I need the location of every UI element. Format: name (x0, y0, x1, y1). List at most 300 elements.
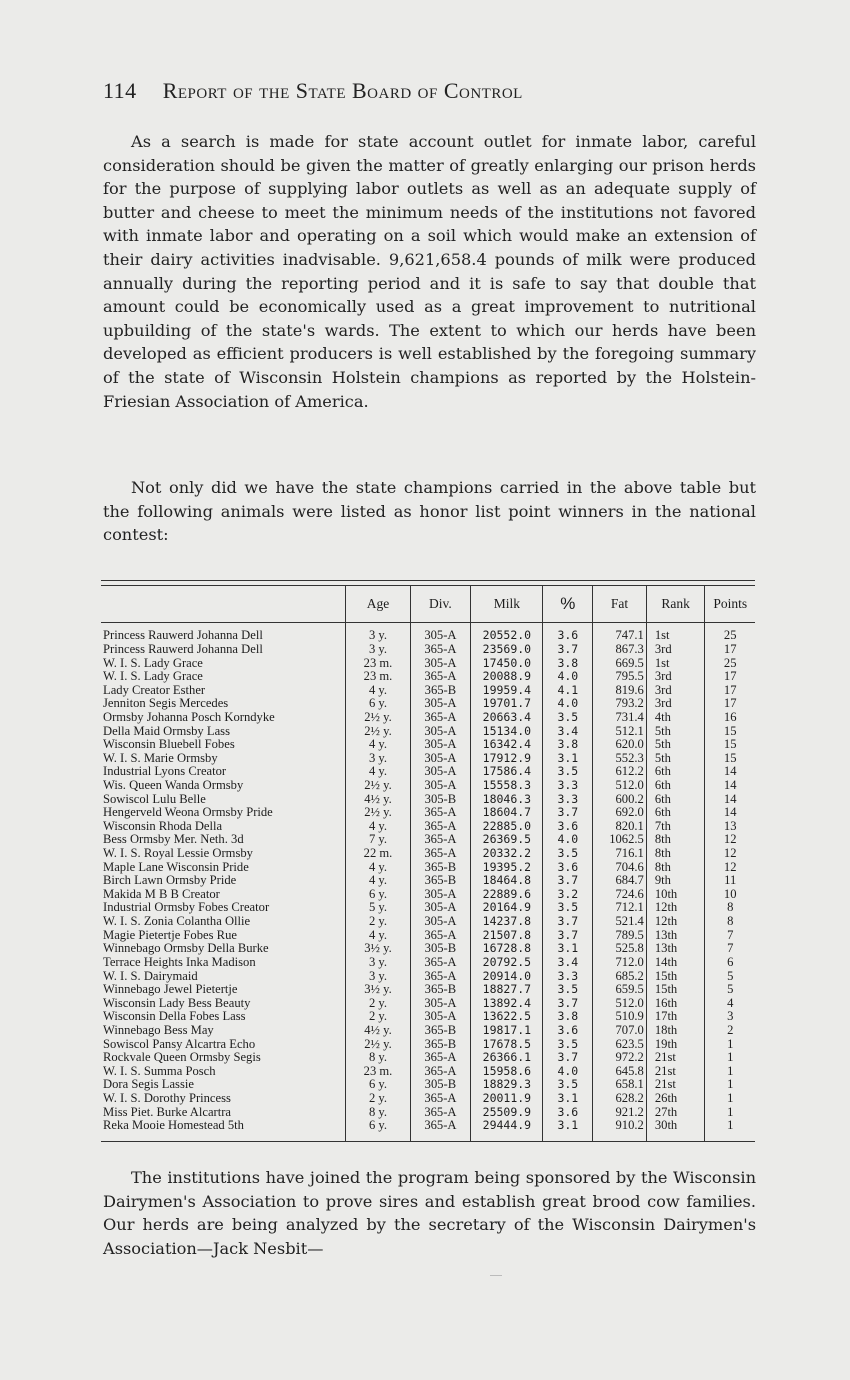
animal-name-cell: Maple Lane Wisconsin Pride (103, 860, 249, 874)
table-row (101, 1051, 755, 1065)
age-cell: 3 y. (346, 969, 410, 983)
fat-cell: 724.6 (593, 888, 647, 902)
percent-cell: 4.0 (543, 670, 593, 684)
division-cell: 305-A (410, 901, 471, 915)
table-row (101, 711, 755, 725)
age-cell: 6 y. (346, 697, 410, 711)
milk-cell: 26366.1 (471, 1051, 543, 1065)
age-cell: 3½ y. (346, 983, 410, 997)
fat-cell: 704.6 (593, 860, 647, 874)
fat-cell: 521.4 (593, 915, 647, 929)
milk-cell: 15134.0 (471, 724, 543, 738)
age-cell: 3 y. (346, 956, 410, 970)
table-row (101, 738, 755, 752)
age-cell: 2½ y. (346, 724, 410, 738)
rank-cell: 17th (646, 1010, 705, 1024)
table-row (101, 820, 755, 834)
fat-cell: 820.1 (593, 820, 647, 834)
table-row (101, 643, 755, 657)
percent-cell: 3.7 (543, 928, 593, 942)
fat-cell: 645.8 (593, 1065, 647, 1079)
rank-cell: 13th (646, 942, 705, 956)
division-cell: 365-A (410, 969, 471, 983)
division-cell: 365-A (410, 847, 471, 861)
division-cell: 305-A (410, 623, 471, 643)
percent-cell: 3.7 (543, 874, 593, 888)
division-cell: 365-A (410, 670, 471, 684)
fat-cell: 510.9 (593, 1010, 647, 1024)
points-cell: 14 (705, 779, 755, 793)
milk-cell: 16342.4 (471, 738, 543, 752)
age-cell: 6 y. (346, 1078, 410, 1092)
points-cell: 14 (705, 765, 755, 779)
table-row (101, 1119, 755, 1141)
percent-cell: 3.5 (543, 765, 593, 779)
table-row (101, 1010, 755, 1024)
rank-cell: 3rd (646, 670, 705, 684)
animal-name-cell: Winnebago Bess May (103, 1023, 214, 1037)
animal-name-cell: Sowiscol Lulu Belle (103, 792, 206, 806)
animal-name-cell: W. I. S. Zonia Colantha Ollie (103, 914, 251, 929)
column-header-milk: Milk (471, 586, 543, 623)
division-cell: 305-A (410, 996, 471, 1010)
animal-name-cell: W. I. S. Summa Posch (103, 1064, 216, 1078)
animal-name-cell: Wisconsin Bluebell Fobes (103, 737, 235, 752)
table-row (101, 874, 755, 888)
fat-cell: 716.1 (593, 847, 647, 861)
rank-cell: 8th (646, 833, 705, 847)
fat-cell: 712.1 (593, 901, 647, 915)
rank-cell: 19th (646, 1037, 705, 1051)
milk-cell: 20792.5 (471, 956, 543, 970)
percent-cell: 3.5 (543, 901, 593, 915)
rank-cell: 10th (646, 888, 705, 902)
table-row (101, 656, 755, 670)
division-cell: 365-B (410, 860, 471, 874)
division-cell: 365-A (410, 1065, 471, 1079)
division-cell: 365-A (410, 1105, 471, 1119)
age-cell: 4 y. (346, 738, 410, 752)
percent-cell: 3.7 (543, 806, 593, 820)
milk-cell: 16728.8 (471, 942, 543, 956)
age-cell: 6 y. (346, 1119, 410, 1141)
fat-cell: 819.6 (593, 683, 647, 697)
division-cell: 305-B (410, 792, 471, 806)
points-cell: 12 (705, 833, 755, 847)
division-cell: 305-A (410, 779, 471, 793)
rank-cell: 12th (646, 901, 705, 915)
rank-cell: 30th (646, 1119, 705, 1141)
rank-cell: 27th (646, 1105, 705, 1119)
paragraph-intro: As a search is made for state account outlet for inmate labor, careful consideration should be given the matter of greatly enlarging our prison herds for the purpose of supplying labor outlets as well as an adequate supply of butter and cheese to meet the minimum needs of the institutions not favored with inmate labor and operating on a soil which would make an extension of their dairy activities inadvisable. 9,621,658.4 pounds of milk were produced annually during the reporting period and it is safe to say that double that amount could be economically used as a great improvement to nutritional upbuilding of the state's wards. The extent to which our herds have been developed as efficient producers is well established by the foregoing summary of the state of Wisconsin Holstein champions as reported by the Holstein-Friesian Association of America. (103, 132, 756, 411)
column-header-points: Points (705, 586, 755, 623)
animal-name-cell: Wisconsin Rhoda Della (103, 819, 223, 833)
milk-cell: 13622.5 (471, 1010, 543, 1024)
fat-cell: 747.1 (593, 623, 647, 643)
rank-cell: 14th (646, 956, 705, 970)
rank-cell: 5th (646, 738, 705, 752)
fat-cell: 658.1 (593, 1078, 647, 1092)
fat-cell: 552.3 (593, 751, 647, 765)
animal-name-cell: Princess Rauwerd Johanna Dell (103, 628, 263, 643)
animal-name-cell: Winnebago Ormsby Della Burke (103, 942, 269, 956)
fat-cell: 620.0 (593, 738, 647, 752)
age-cell: 7 y. (346, 833, 410, 847)
milk-cell: 22885.0 (471, 820, 543, 834)
percent-cell: 3.5 (543, 1037, 593, 1051)
points-cell: 14 (705, 792, 755, 806)
milk-cell: 19959.4 (471, 683, 543, 697)
age-cell: 23 m. (346, 656, 410, 670)
page-mark (490, 1275, 502, 1276)
percent-cell: 3.6 (543, 623, 593, 643)
percent-cell: 3.4 (543, 724, 593, 738)
milk-cell: 18829.3 (471, 1078, 543, 1092)
milk-cell: 25509.9 (471, 1105, 543, 1119)
division-cell: 365-B (410, 683, 471, 697)
percent-cell: 4.1 (543, 683, 593, 697)
age-cell: 2½ y. (346, 779, 410, 793)
age-cell: 22 m. (346, 847, 410, 861)
milk-cell: 20552.0 (471, 623, 543, 643)
division-cell: 305-B (410, 1078, 471, 1092)
table-row (101, 969, 755, 983)
age-cell: 8 y. (346, 1051, 410, 1065)
animal-name-cell: Wis. Queen Wanda Ormsby (103, 778, 244, 792)
rank-cell: 3rd (646, 643, 705, 657)
fat-cell: 795.5 (593, 670, 647, 684)
points-cell: 3 (705, 1010, 755, 1024)
age-cell: 3 y. (346, 751, 410, 765)
milk-cell: 18464.8 (471, 874, 543, 888)
age-cell: 3 y. (346, 623, 410, 643)
animal-name-cell: Industrial Ormsby Fobes Creator (103, 901, 270, 915)
points-cell: 25 (705, 623, 755, 643)
table-header-row (101, 586, 755, 623)
milk-cell: 15558.3 (471, 779, 543, 793)
points-cell: 11 (705, 874, 755, 888)
table-row (101, 1078, 755, 1092)
table-row (101, 847, 755, 861)
age-cell: 4 y. (346, 765, 410, 779)
age-cell: 4 y. (346, 928, 410, 942)
animal-name-cell: W. I. S. Lady Grace (103, 669, 203, 684)
age-cell: 6 y. (346, 888, 410, 902)
fat-cell: 692.0 (593, 806, 647, 820)
fat-cell: 512.0 (593, 779, 647, 793)
fat-cell: 921.2 (593, 1105, 647, 1119)
milk-cell: 15958.6 (471, 1065, 543, 1079)
percent-cell: 3.1 (543, 1119, 593, 1141)
milk-cell: 14237.8 (471, 915, 543, 929)
table-row (101, 765, 755, 779)
points-cell: 7 (705, 928, 755, 942)
column-header-age: Age (346, 586, 410, 623)
table-row (101, 697, 755, 711)
column-header-percent: % (543, 586, 593, 623)
animal-name-cell: Reka Mooie Homestead 5th (103, 1118, 244, 1133)
division-cell: 365-A (410, 1092, 471, 1106)
fat-cell: 712.0 (593, 956, 647, 970)
animal-name-cell: Hengerveld Weona Ormsby Pride (103, 805, 273, 820)
division-cell: 365-B (410, 1024, 471, 1038)
table-row (101, 915, 755, 929)
points-cell: 5 (705, 983, 755, 997)
animal-name-cell: Della Maid Ormsby Lass (103, 724, 230, 738)
age-cell: 4½ y. (346, 792, 410, 806)
percent-cell: 3.7 (543, 643, 593, 657)
percent-cell: 3.6 (543, 1024, 593, 1038)
age-cell: 8 y. (346, 1105, 410, 1119)
animal-name-cell: Sowiscol Pansy Alcartra Echo (103, 1037, 256, 1051)
animal-name-cell: W. I. S. Lady Grace (103, 656, 203, 670)
points-cell: 1 (705, 1051, 755, 1065)
milk-cell: 20914.0 (471, 969, 543, 983)
fat-cell: 628.2 (593, 1092, 647, 1106)
milk-cell: 19395.2 (471, 860, 543, 874)
division-cell: 365-B (410, 983, 471, 997)
animal-name-cell: Rockvale Queen Ormsby Segis (103, 1050, 261, 1065)
fat-cell: 684.7 (593, 874, 647, 888)
animal-name-cell: Princess Rauwerd Johanna Dell (103, 642, 263, 656)
rank-cell: 8th (646, 847, 705, 861)
points-cell: 12 (705, 847, 755, 861)
fat-cell: 512.1 (593, 724, 647, 738)
division-cell: 305-A (410, 724, 471, 738)
milk-cell: 18827.7 (471, 983, 543, 997)
rank-cell: 6th (646, 765, 705, 779)
percent-cell: 3.3 (543, 779, 593, 793)
milk-cell: 20011.9 (471, 1092, 543, 1106)
fat-cell: 525.8 (593, 942, 647, 956)
page-header (103, 78, 523, 104)
division-cell: 305-A (410, 1010, 471, 1024)
animal-name-cell: Bess Ormsby Mer. Neth. 3d (103, 833, 244, 847)
percent-cell: 3.3 (543, 792, 593, 806)
age-cell: 4 y. (346, 820, 410, 834)
percent-cell: 3.1 (543, 942, 593, 956)
milk-cell: 20332.2 (471, 847, 543, 861)
milk-cell: 18604.7 (471, 806, 543, 820)
rank-cell: 9th (646, 874, 705, 888)
age-cell: 2 y. (346, 1092, 410, 1106)
page-number: 114 (103, 78, 137, 103)
rank-cell: 8th (646, 860, 705, 874)
fat-cell: 910.2 (593, 1119, 647, 1141)
age-cell: 4½ y. (346, 1024, 410, 1038)
points-cell: 1 (705, 1078, 755, 1092)
rank-cell: 6th (646, 779, 705, 793)
table-row (101, 779, 755, 793)
percent-cell: 3.5 (543, 983, 593, 997)
age-cell: 2½ y. (346, 711, 410, 725)
fat-cell: 623.5 (593, 1037, 647, 1051)
animal-name-cell: Wisconsin Lady Bess Beauty (103, 996, 251, 1010)
milk-cell: 29444.9 (471, 1119, 543, 1141)
animal-name-cell: Magie Pietertje Fobes Rue (103, 928, 237, 942)
table-row (101, 1105, 755, 1119)
animal-name-cell: Wisconsin Della Fobes Lass (103, 1010, 246, 1024)
fat-cell: 789.5 (593, 928, 647, 942)
rank-cell: 12th (646, 915, 705, 929)
column-header-name (101, 586, 346, 623)
table-row (101, 792, 755, 806)
milk-cell: 13892.4 (471, 996, 543, 1010)
animal-name-cell: Lady Creator Esther (103, 683, 206, 697)
milk-cell: 22889.6 (471, 888, 543, 902)
animal-name-cell: Dora Segis Lassie (103, 1078, 194, 1092)
milk-cell: 20088.9 (471, 670, 543, 684)
points-cell: 12 (705, 860, 755, 874)
rank-cell: 6th (646, 806, 705, 820)
percent-cell: 3.6 (543, 820, 593, 834)
division-cell: 305-A (410, 765, 471, 779)
milk-cell: 20663.4 (471, 711, 543, 725)
division-cell: 365-B (410, 1037, 471, 1051)
points-cell: 2 (705, 1024, 755, 1038)
percent-cell: 4.0 (543, 697, 593, 711)
age-cell: 23 m. (346, 670, 410, 684)
table-row (101, 901, 755, 915)
fat-cell: 1062.5 (593, 833, 647, 847)
column-header-rank: Rank (646, 586, 705, 623)
division-cell: 365-A (410, 956, 471, 970)
rank-cell: 18th (646, 1024, 705, 1038)
table-row (101, 683, 755, 697)
rank-cell: 16th (646, 996, 705, 1010)
division-cell: 305-A (410, 738, 471, 752)
division-cell: 365-A (410, 806, 471, 820)
rank-cell: 13th (646, 928, 705, 942)
table-row (101, 956, 755, 970)
table-row (101, 833, 755, 847)
animal-name-cell: Terrace Heights Inka Madison (103, 955, 256, 969)
table-row (101, 724, 755, 738)
fat-cell: 867.3 (593, 643, 647, 657)
percent-cell: 4.0 (543, 1065, 593, 1079)
points-cell: 1 (705, 1119, 755, 1141)
points-cell: 15 (705, 724, 755, 738)
percent-cell: 3.6 (543, 1105, 593, 1119)
fat-cell: 512.0 (593, 996, 647, 1010)
age-cell: 4 y. (346, 683, 410, 697)
points-cell: 8 (705, 915, 755, 929)
points-cell: 15 (705, 738, 755, 752)
milk-cell: 20164.9 (471, 901, 543, 915)
division-cell: 305-A (410, 888, 471, 902)
age-cell: 2 y. (346, 915, 410, 929)
fat-cell: 731.4 (593, 711, 647, 725)
table-row (101, 670, 755, 684)
age-cell: 5 y. (346, 901, 410, 915)
division-cell: 305-A (410, 751, 471, 765)
points-cell: 13 (705, 820, 755, 834)
fat-cell: 685.2 (593, 969, 647, 983)
points-cell: 17 (705, 670, 755, 684)
age-cell: 2 y. (346, 1010, 410, 1024)
division-cell: 365-A (410, 1119, 471, 1141)
table-row (101, 623, 755, 643)
fat-cell: 793.2 (593, 697, 647, 711)
animal-name-cell: Jenniton Segis Mercedes (103, 697, 229, 711)
table-row (101, 996, 755, 1010)
table-row (101, 860, 755, 874)
division-cell: 365-B (410, 874, 471, 888)
column-header-div: Div. (410, 586, 471, 623)
points-cell: 1 (705, 1037, 755, 1051)
column-header-fat: Fat (593, 586, 647, 623)
percent-cell: 3.5 (543, 711, 593, 725)
animal-name-cell: W. I. S. Dairymaid (103, 969, 198, 983)
points-cell: 17 (705, 697, 755, 711)
division-cell: 305-A (410, 697, 471, 711)
percent-cell: 3.7 (543, 1051, 593, 1065)
age-cell: 4 y. (346, 860, 410, 874)
division-cell: 305-B (410, 942, 471, 956)
points-cell: 15 (705, 751, 755, 765)
percent-cell: 3.8 (543, 738, 593, 752)
percent-cell: 3.7 (543, 996, 593, 1010)
rank-cell: 3rd (646, 683, 705, 697)
rank-cell: 7th (646, 820, 705, 834)
percent-cell: 3.8 (543, 1010, 593, 1024)
points-cell: 1 (705, 1105, 755, 1119)
milk-cell: 21507.8 (471, 928, 543, 942)
fat-cell: 612.2 (593, 765, 647, 779)
points-cell: 5 (705, 969, 755, 983)
points-cell: 7 (705, 942, 755, 956)
rank-cell: 15th (646, 969, 705, 983)
rank-cell: 21st (646, 1051, 705, 1065)
rank-cell: 26th (646, 1092, 705, 1106)
division-cell: 305-A (410, 656, 471, 670)
animal-name-cell: W. I. S. Royal Lessie Ormsby (103, 846, 253, 861)
fat-cell: 659.5 (593, 983, 647, 997)
milk-cell: 19701.7 (471, 697, 543, 711)
division-cell: 365-A (410, 928, 471, 942)
division-cell: 365-A (410, 820, 471, 834)
points-cell: 8 (705, 901, 755, 915)
animal-name-cell: W. I. S. Dorothy Princess (103, 1091, 231, 1106)
percent-cell: 3.7 (543, 915, 593, 929)
age-cell: 2½ y. (346, 806, 410, 820)
paragraph-honor-list: Not only did we have the state champions carried in the above table but the following animals were listed as honor list point winners in the national contest: (103, 478, 756, 545)
table-row (101, 1037, 755, 1051)
table-row (101, 888, 755, 902)
rank-cell: 5th (646, 751, 705, 765)
rank-cell: 1st (646, 623, 705, 643)
age-cell: 4 y. (346, 874, 410, 888)
rank-cell: 4th (646, 711, 705, 725)
percent-cell: 3.3 (543, 969, 593, 983)
table-row (101, 928, 755, 942)
milk-cell: 18046.3 (471, 792, 543, 806)
age-cell: 2½ y. (346, 1037, 410, 1051)
table-row (101, 751, 755, 765)
table-row (101, 806, 755, 820)
age-cell: 3 y. (346, 643, 410, 657)
percent-cell: 3.2 (543, 888, 593, 902)
table-row (101, 1092, 755, 1106)
points-cell: 17 (705, 643, 755, 657)
milk-cell: 23569.0 (471, 643, 543, 657)
animal-name-cell: Birch Lawn Ormsby Pride (103, 873, 237, 888)
points-cell: 25 (705, 656, 755, 670)
percent-cell: 4.0 (543, 833, 593, 847)
percent-cell: 3.1 (543, 1092, 593, 1106)
division-cell: 365-A (410, 711, 471, 725)
points-cell: 10 (705, 888, 755, 902)
